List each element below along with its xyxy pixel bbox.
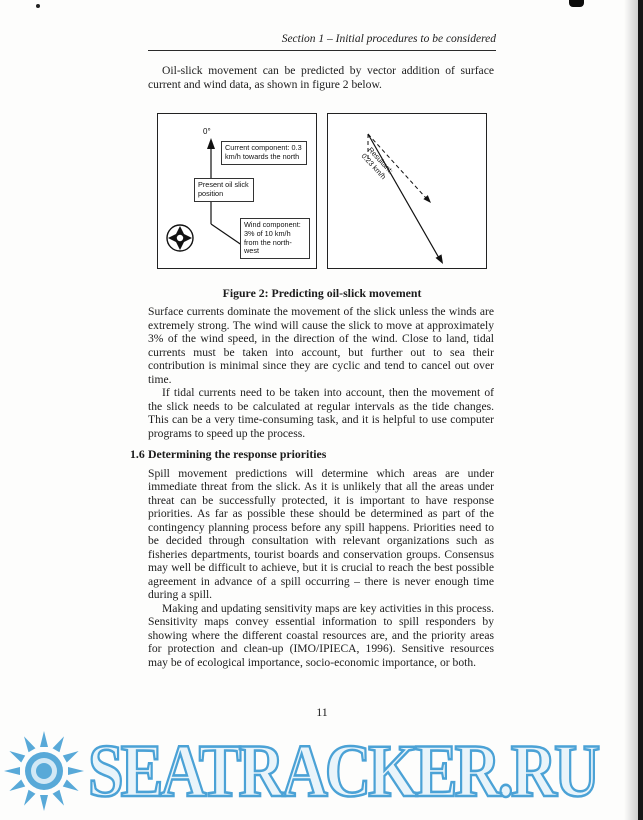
body-text (130, 305, 494, 669)
present-position-label: Present oil slick position (194, 178, 254, 202)
paragraph-tidal-currents: If tidal currents need to be taken into account, then the movement of the slick needs to be calculated at regular intervals as the tide changes. This can be a very time-consuming task, and it is helpful to use computer programs to speed up the process. (148, 386, 494, 440)
compass-icon (167, 225, 193, 251)
section-heading (130, 447, 494, 462)
scan-blot-artifact (569, 0, 584, 7)
scan-edge-shadow (624, 0, 638, 820)
section-number: 1.6 (130, 447, 145, 461)
scan-dot-artifact (36, 4, 40, 8)
figure-right-panel (327, 113, 487, 269)
resultant-label: Resultant: 0.23 km/h (359, 145, 396, 181)
paragraph-sensitivity-maps: Making and updating sensitivity maps are key activities in this process. Sensitivity maps convey essential information to spill responders by showing where the different coastal resources are, and the priority areas for protection and clean-up (IMO/IPIECA, 1996). Sensitive resources may be of ecological importance, socio-economic importance, or both. (148, 601, 494, 669)
current-component-label: Current component: 0.3 km/h towards the north (221, 141, 307, 165)
section-title: Determining the response priorities (148, 447, 327, 461)
paragraph-surface-currents: Surface currents dominate the movement of the slick unless the winds are extremely strong. The wind will cause the slick to move at approximately 3% of the wind speed, in the direction of the wind. Close to land, tidal currents must be taken into account, but further out to sea their contribution is minimal since they are cyclic and tend to cancel out over time. (148, 305, 494, 386)
wind-component-label: Wind component: 3% of 10 km/h from the north-west (240, 218, 310, 259)
scan-edge-artifact (638, 0, 643, 820)
figure-2 (157, 113, 488, 270)
sun-logo-icon (4, 731, 84, 811)
north-degree-label: 0° (203, 127, 211, 136)
watermark-text: SEATRACKER.RU (88, 728, 598, 813)
vector-diagram-right (328, 114, 485, 267)
page-number: 11 (316, 705, 328, 719)
figure-caption: Figure 2: Predicting oil-slick movement (222, 286, 422, 300)
intro-paragraph: Oil-slick movement can be predicted by vector addition of surface current and wind data, as shown in figure 2 below. (148, 64, 494, 91)
figure-left-panel (157, 113, 317, 269)
running-header: Section 1 – Initial procedures to be considered (281, 33, 496, 45)
header-rule (148, 50, 496, 51)
paragraph-spill-predictions: Spill movement predictions will determine which areas are under immediate threat from the slick. As it is unlikely that all the areas under threat can be successfully protected, it is important to have response priorities. As far as possible these should be determined as part of the contingency planning process before any spill happens. Priorities need to be decided through consultation with relevant organizations such as fisheries departments, tourist boards and conservation groups. Consensus may well be difficult to achieve, but it is crucial to reach the best possible agreement in advance of a spill occurring – there is never enough time during a spill. (148, 466, 494, 601)
watermark (4, 728, 635, 814)
